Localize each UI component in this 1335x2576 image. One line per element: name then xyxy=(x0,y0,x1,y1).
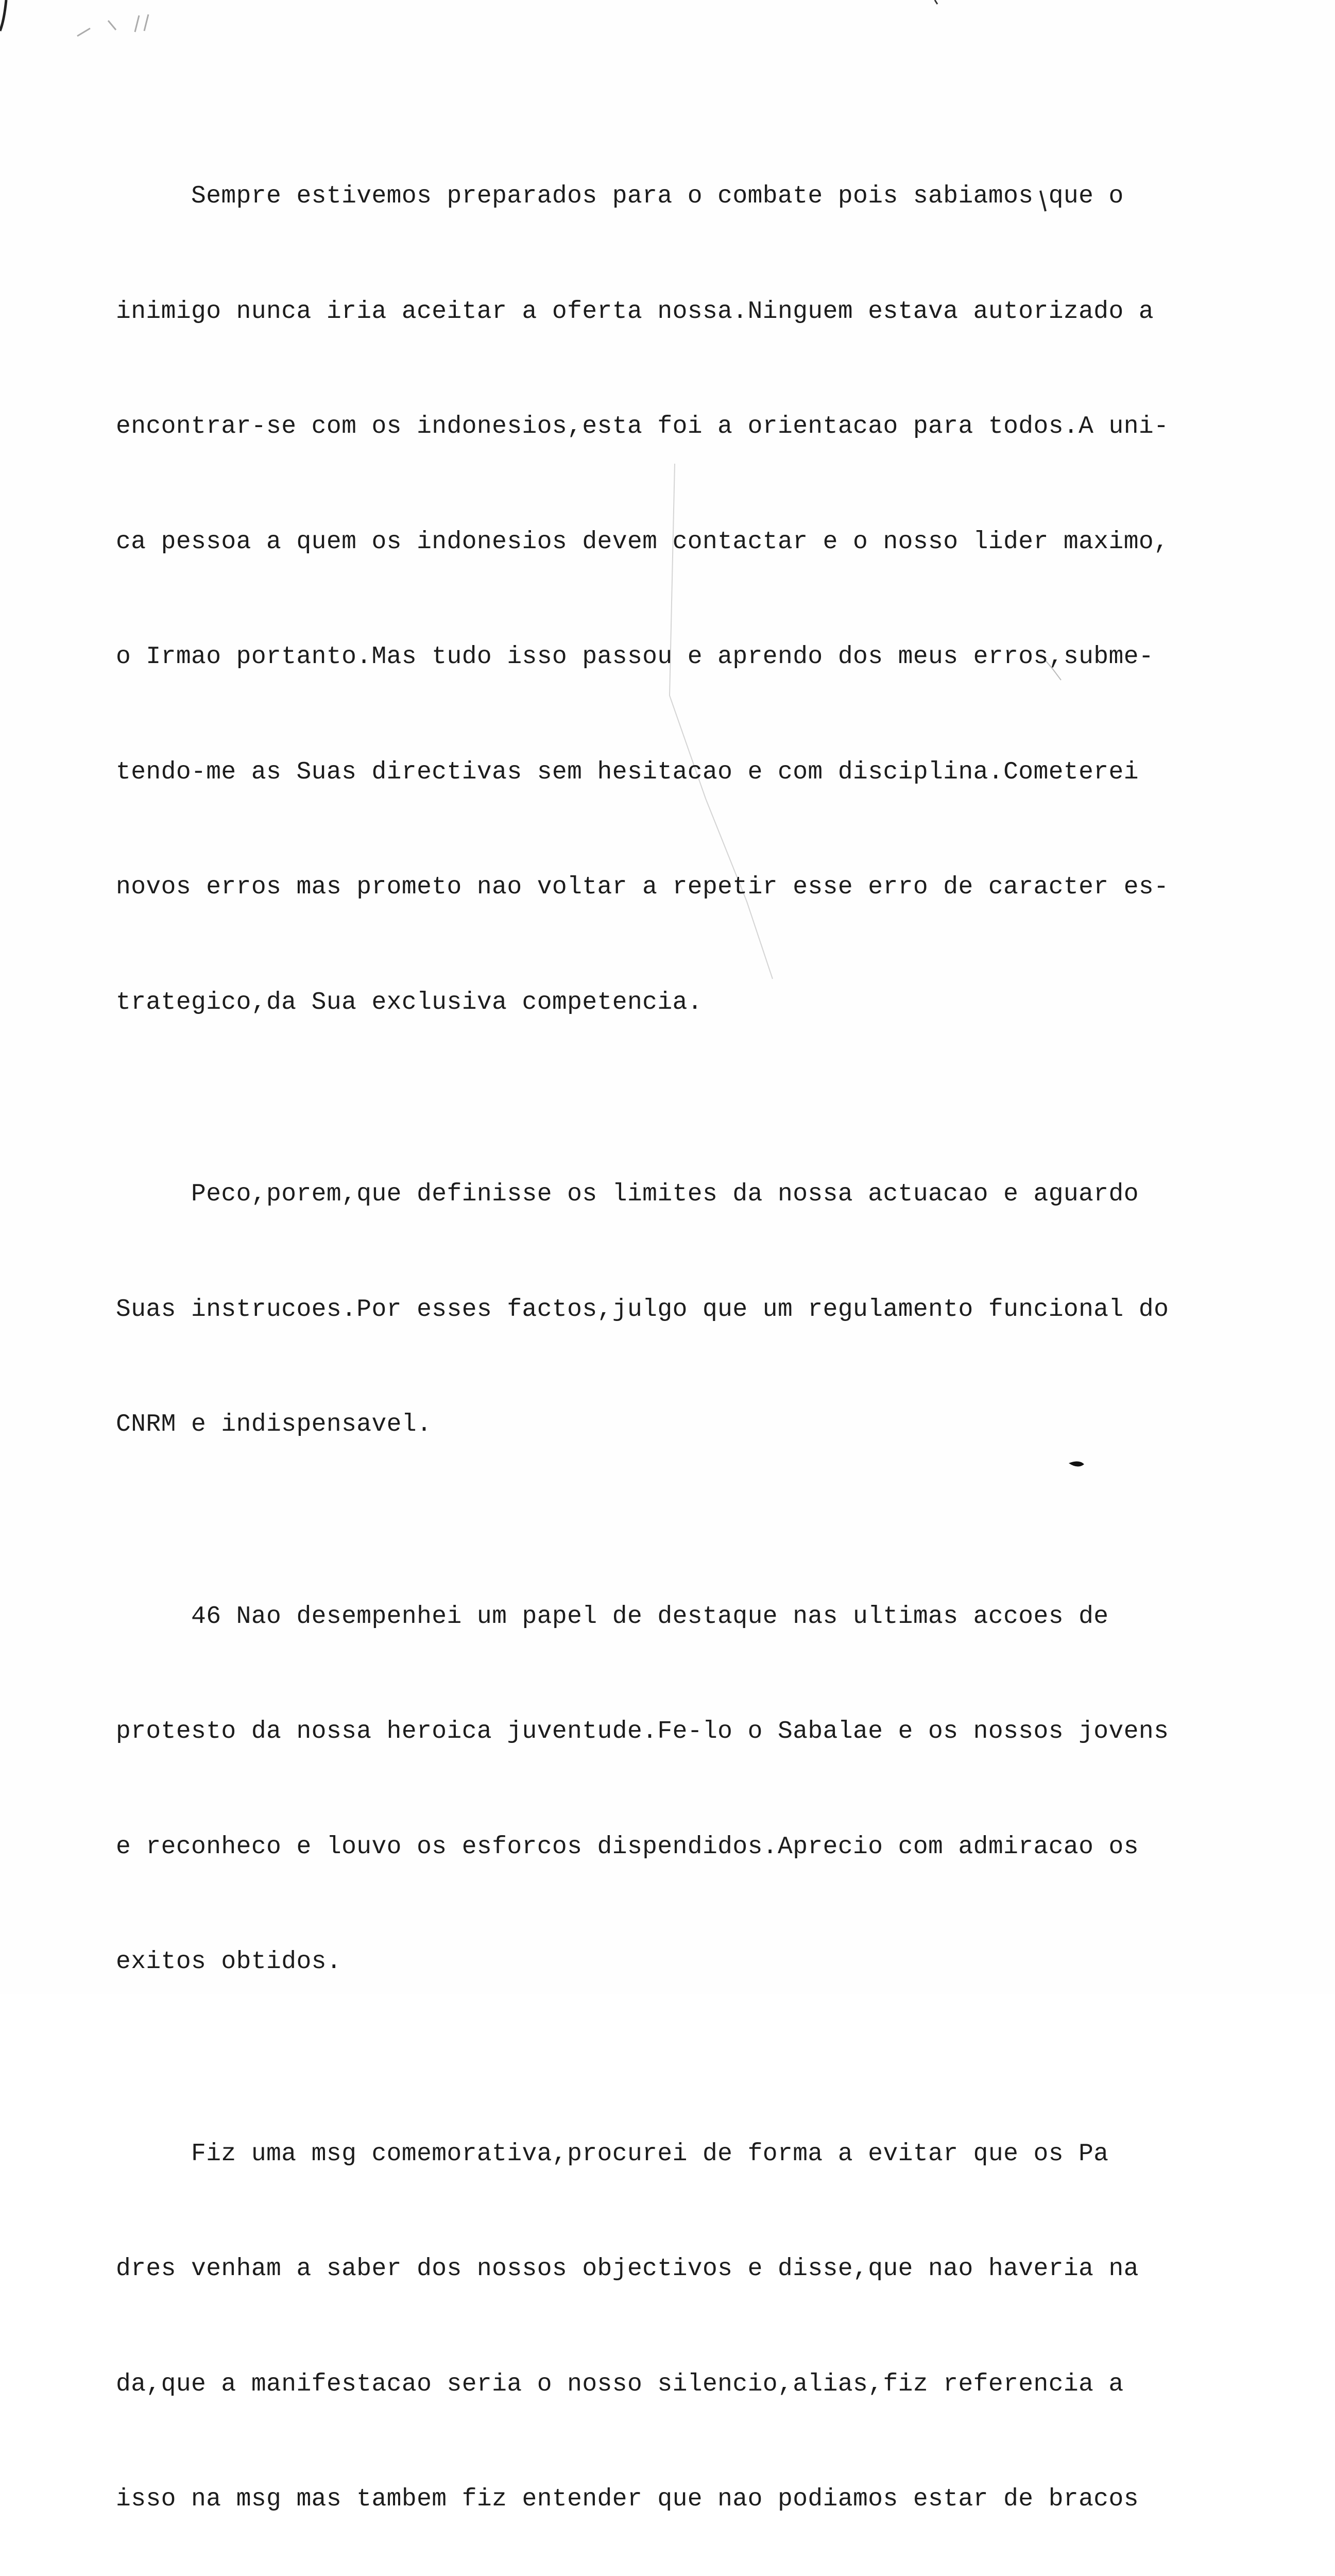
text-line: CNRM e indispensavel. xyxy=(116,1405,1223,1444)
text-line: da,que a manifestacao seria o nosso silencio,alias,fiz referencia a xyxy=(116,2365,1223,2404)
text-line: exitos obtidos. xyxy=(116,1943,1223,1981)
corner-pen-stroke xyxy=(0,0,6,31)
text-line: Sempre estivemos preparados para o combate pois sabiamos que o xyxy=(116,177,1223,216)
paragraph-limits-request xyxy=(116,1098,1223,1521)
text-line: Fiz uma msg comemorativa,procurei de forma a evitar que os Pa xyxy=(116,2135,1223,2174)
text-line: dres venham a saber dos nossos objectivos e disse,que nao haveria na xyxy=(116,2250,1223,2289)
text-line: inimigo nunca iria aceitar a oferta nossa.Ninguem estava autorizado a xyxy=(116,293,1223,331)
text-line: protesto da nossa heroica juventude.Fe-lo o Sabalae e os nossos jovens xyxy=(116,1713,1223,1751)
paragraph-point-46 xyxy=(116,1521,1223,2058)
text-line: ca pessoa a quem os indonesios devem contactar e o nosso lider maximo, xyxy=(116,523,1223,562)
text-line: 46 Nao desempenhei um papel de destaque nas ultimas accoes de xyxy=(116,1598,1223,1636)
paragraph-preparation xyxy=(116,100,1223,1098)
top-margin-pen-stroke xyxy=(77,14,148,36)
text-line: o Irmao portanto.Mas tudo isso passou e aprendo dos meus erros,subme- xyxy=(116,638,1223,676)
text-line: tendo-me as Suas directivas sem hesitacao e com disciplina.Cometerei xyxy=(116,753,1223,792)
top-edge-dot xyxy=(935,0,937,4)
text-line: Suas instrucoes.Por esses factos,julgo que um regulamento funcional do xyxy=(116,1291,1223,1329)
text-line: Peco,porem,que definisse os limites da nossa actuacao e aguardo xyxy=(116,1175,1223,1214)
text-line: novos erros mas prometo nao voltar a repetir esse erro de caracter es- xyxy=(116,868,1223,907)
paragraph-commemorative-message xyxy=(116,2058,1223,2576)
text-line: trategico,da Sua exclusiva competencia. xyxy=(116,984,1223,1022)
text-line: isso na msg mas tambem fiz entender que nao podiamos estar de bracos xyxy=(116,2480,1223,2519)
text-line: encontrar-se com os indonesios,esta foi a orientacao para todos.A uni- xyxy=(116,408,1223,446)
text-line: e reconheco e louvo os esforcos dispendidos.Aprecio com admiracao os xyxy=(116,1828,1223,1867)
typewritten-letter-body xyxy=(116,100,1223,2576)
